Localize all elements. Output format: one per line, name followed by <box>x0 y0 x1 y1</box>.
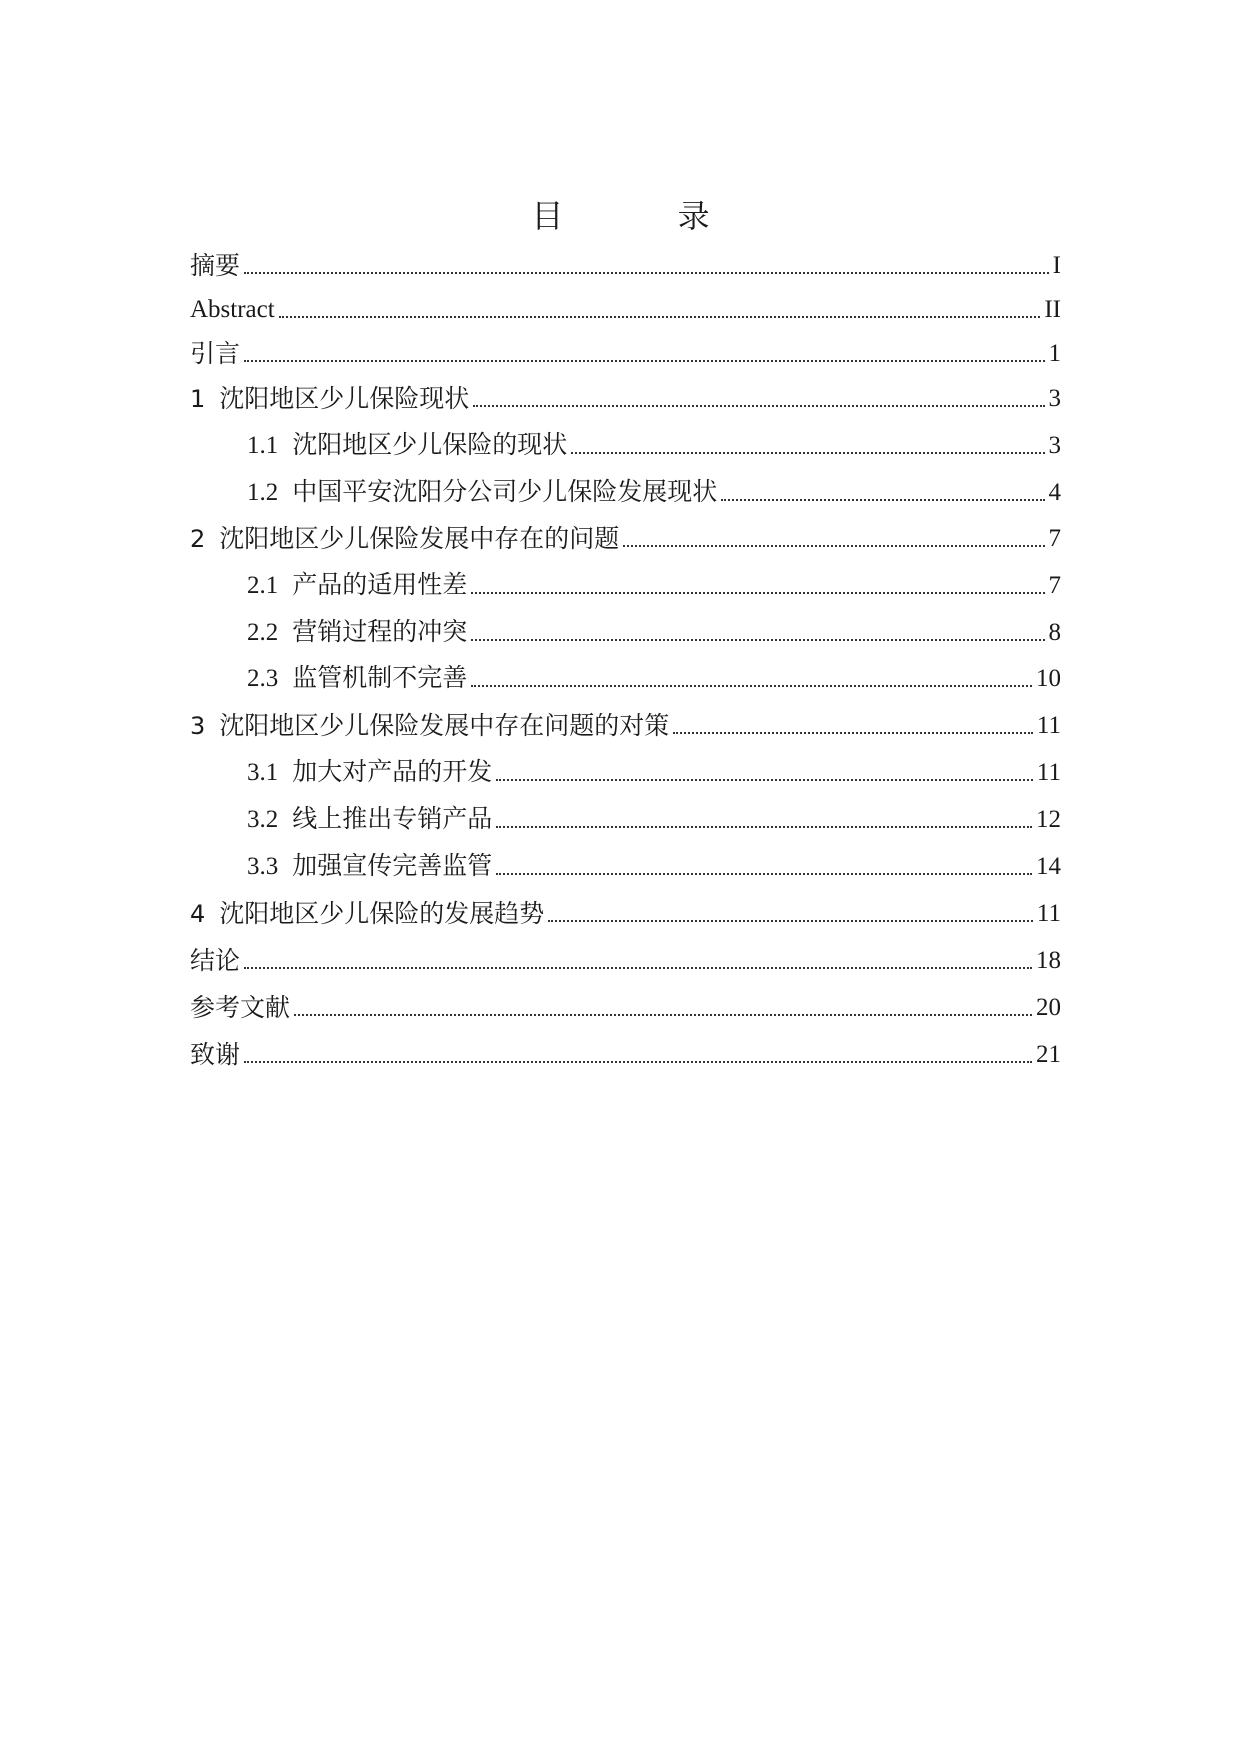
toc-entry-text: 沈阳地区少儿保险现状 <box>219 384 470 413</box>
dot-leader <box>244 1061 1032 1063</box>
dot-leader <box>548 920 1033 922</box>
toc-entry-section-2-2[interactable] <box>247 613 1061 649</box>
dot-leader <box>244 360 1044 362</box>
dot-leader <box>571 452 1044 454</box>
toc-entry-page: 11 <box>1036 759 1061 786</box>
toc-entry-section-1-2[interactable] <box>247 473 1061 509</box>
dot-leader <box>294 1014 1032 1016</box>
dot-leader <box>721 499 1044 501</box>
dot-leader <box>244 272 1049 274</box>
toc-entry-number: 3 <box>190 712 206 740</box>
toc-entry-number: 1 <box>190 385 206 413</box>
dot-leader <box>496 779 1033 781</box>
toc-entry-section-2-1[interactable] <box>247 566 1061 602</box>
toc-entry-label: 结论 <box>190 946 241 975</box>
toc-entry-section-1-1[interactable] <box>247 426 1061 462</box>
dot-leader <box>623 545 1044 547</box>
toc-entry-number: 2.3 <box>247 665 279 692</box>
toc-entry-text: 沈阳地区少儿保险的发展趋势 <box>219 899 545 928</box>
toc-entry-text: 营销过程的冲突 <box>292 617 468 646</box>
toc-entry-text: 沈阳地区少儿保险的现状 <box>292 430 568 459</box>
toc-entry-number: 3.1 <box>247 759 279 786</box>
toc-entry-page: 21 <box>1036 1041 1061 1068</box>
toc-entry-page: 11 <box>1036 712 1061 739</box>
toc-entry-abstract-cn[interactable] <box>190 246 1061 282</box>
toc-entry-page: 8 <box>1048 619 1061 646</box>
dot-leader <box>496 826 1032 828</box>
toc-entry-chapter-4[interactable] <box>190 894 1061 930</box>
toc-entry-chapter-1[interactable] <box>190 379 1061 415</box>
toc-entry-text: 沈阳地区少儿保险发展中存在问题的对策 <box>219 711 670 740</box>
toc-entry-text: 产品的适用性差 <box>292 570 468 599</box>
toc-entry-introduction[interactable] <box>190 334 1061 370</box>
toc-entry-conclusion[interactable] <box>190 941 1061 977</box>
dot-leader <box>244 967 1032 969</box>
toc-entry-label: 引言 <box>190 339 241 368</box>
toc-entry-chapter-2[interactable] <box>190 519 1061 555</box>
dot-leader <box>279 316 1041 318</box>
toc-entry-page: 10 <box>1036 665 1061 692</box>
toc-entry-label: 参考文献 <box>190 993 291 1022</box>
dot-leader <box>471 639 1044 641</box>
toc-entry-page: 12 <box>1036 806 1061 833</box>
toc-entry-label: 摘要 <box>190 251 241 280</box>
toc-entry-text: 中国平安沈阳分公司少儿保险发展现状 <box>292 477 718 506</box>
toc-entry-text: 监管机制不完善 <box>292 663 468 692</box>
toc-entry-text: 沈阳地区少儿保险发展中存在的问题 <box>219 524 620 553</box>
toc-entry-page: 7 <box>1048 572 1061 599</box>
toc-entry-number: 3.3 <box>247 853 279 880</box>
toc-entry-page: 7 <box>1048 525 1061 552</box>
toc-entry-page: 14 <box>1036 853 1061 880</box>
dot-leader <box>471 592 1044 594</box>
toc-entry-number: 2.2 <box>247 619 279 646</box>
dot-leader <box>473 405 1044 407</box>
toc-entry-label: 致谢 <box>190 1040 241 1069</box>
toc-entry-label: Abstract <box>190 296 275 323</box>
toc-entry-chapter-3[interactable] <box>190 706 1061 742</box>
toc-entry-page: II <box>1044 296 1061 323</box>
toc-entry-page: 18 <box>1036 947 1061 974</box>
dot-leader <box>673 732 1033 734</box>
dot-leader <box>471 685 1032 687</box>
toc-entry-page: 4 <box>1048 479 1061 506</box>
toc-entry-number: 4 <box>190 900 206 928</box>
page-title: 目 录 <box>531 197 762 235</box>
toc-entry-acknowledgements[interactable] <box>190 1035 1061 1071</box>
toc-entry-abstract-en[interactable] <box>190 290 1061 326</box>
toc-entry-references[interactable] <box>190 988 1061 1024</box>
toc-entry-number: 2.1 <box>247 572 279 599</box>
toc-entry-number: 3.2 <box>247 806 279 833</box>
toc-entry-page: I <box>1052 252 1061 279</box>
toc-entry-section-3-1[interactable] <box>247 753 1061 789</box>
toc-entry-text: 加大对产品的开发 <box>292 757 493 786</box>
toc-entry-section-3-2[interactable] <box>247 800 1061 836</box>
toc-entry-page: 20 <box>1036 994 1061 1021</box>
toc-entry-page: 3 <box>1048 432 1061 459</box>
toc-entry-number: 1.2 <box>247 479 279 506</box>
toc-entry-text: 加强宣传完善监管 <box>292 851 493 880</box>
toc-entry-section-2-3[interactable] <box>247 659 1061 695</box>
toc-entry-number: 2 <box>190 525 206 553</box>
toc-entry-page: 1 <box>1048 340 1061 367</box>
toc-entry-section-3-3[interactable] <box>247 847 1061 883</box>
toc-entry-text: 线上推出专销产品 <box>292 804 493 833</box>
toc-entry-page: 3 <box>1048 385 1061 412</box>
toc-entry-page: 11 <box>1036 900 1061 927</box>
toc-entry-number: 1.1 <box>247 432 279 459</box>
dot-leader <box>496 873 1032 875</box>
